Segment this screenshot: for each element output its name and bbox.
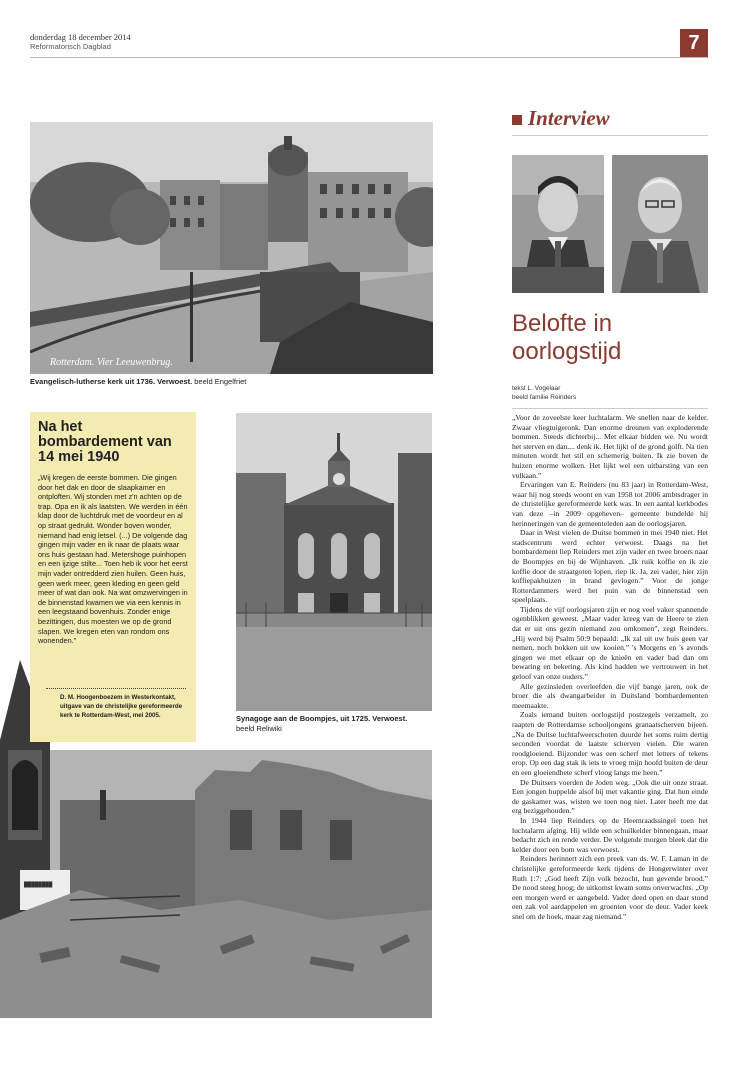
credit-text: tekst L. Vogelaar bbox=[512, 385, 561, 392]
caption-synagogue-title: Synagoge aan de Boompjes, uit 1725. Verwoest. bbox=[236, 714, 408, 723]
article-paragraph: Zoals iemand buiten oorlogstijd postzegels verzamelt, zo raapten de Rotterdamse schooljongens granaatscherven bijeen. „Na de Duitse luchtafweerschoten duurde het soms ruim dertig seconden voordat de laatste scherven vielen. Die waren roodgloeiend. Bijzonder was een scherf met letters of tekens erop. Op een dag stak ik iets te vroeg mijn hoofd buiten de deur en een gloeiendhete scherf vloog langs me heen.” bbox=[512, 710, 708, 777]
credit-photos: beeld familie Reinders bbox=[512, 394, 577, 401]
article-paragraph: De Duitsers voerden de Joden weg. „Ook die uit onze straat. Een jongen huppelde alsof hij met vakantie ging. Dat hun einde de gaskamer was, wisten we toen nog niet. Later heeft me dat erg beziggehouden.” bbox=[512, 777, 708, 816]
section-label-divider bbox=[512, 135, 708, 136]
svg-text:████████: ████████ bbox=[24, 882, 53, 888]
article-paragraph: Reinders herinnert zich een preek van ds. W. F. Laman in de christelijke gereformeerde kerk tijdens de Hongerwinter over Ruth 1:7: „God heeft Zijn volk bezocht, hun gevende brood.” De nood steeg hoog; de uitkomst kwam soms onverwachts. „Op een morgen werd er aangebeld. Vader deed open en daar stond een zak vol aardappelen en groenten voor de deur. Vader keek snel om de hoek, maar zag niemand.” bbox=[512, 854, 708, 921]
article-paragraph: Alle gezinsleden overleefden die vijf bange jaren, ook de broer die als dwangarbeider in Duitsland bombardementen meemaakte. bbox=[512, 681, 708, 710]
article-paragraph: Daar in West vielen de Duitse bommen in mei 1940 niet. Het stadscentrum werd echter verwoest. Daags na het bombardement liep Reinders met zijn vader en twee broers naar de Boompjes en bij de Wijnhaven. „Ik ruik koffie en ik zie koffie door de straatgoten lopen, riep ik. Ja, zei vader, hier zijn koffiepakhuizen in brand gevlogen.” Voor de jonge Rotterdammers werd het puin van de binnenstad een speelplaats. bbox=[512, 528, 708, 605]
header-divider bbox=[30, 57, 708, 58]
article-credits bbox=[512, 384, 576, 402]
article-paragraph: Ervaringen van E. Reinders (nu 83 jaar) in Rotterdam-West, waar hij nog steeds woont en van 1958 tot 2006 ambtsdrager in de christelijke gereformeerde kerk was. In een aantal kerkbodes van deze –in 2009 opgeheven– gemeente bundelde hij herinneringen van de gemeenteleden aan de oorlogsjaren. bbox=[512, 480, 708, 528]
page-number: 7 bbox=[680, 29, 708, 57]
caption-top-photo bbox=[30, 377, 450, 387]
article-paragraph: In 1944 liep Reinders op de Heemraadssingel toen het luchtalarm afging. Hij wilde een schuilkelder binnengaan, maar bedacht zich en rende verder. De volgende morgen bleek dat die kelder door een bom was verwoest. bbox=[512, 815, 708, 854]
sidebar-source: D. M. Hoogenboezem in Westerkontakt, uitgave van de christelijke gereformeerde kerk te Rotterdam-West, mei 2005. bbox=[60, 694, 183, 719]
credits-divider bbox=[512, 408, 708, 409]
caption-top-photo-title: Evangelisch-lutherse kerk uit 1736. Verwoest. bbox=[30, 377, 193, 386]
photo-overlay-text: Rotterdam. Vier Leeuwenbrug. bbox=[50, 357, 173, 368]
photo-old-portrait bbox=[612, 155, 708, 293]
header-date: donderdag 18 december 2014 bbox=[30, 32, 131, 42]
photo-bridge-church bbox=[30, 122, 433, 374]
sidebar-title: Na het bombardement van 14 mei 1940 bbox=[38, 419, 172, 465]
article-paragraph: „Voor de zoveelste keer luchtalarm. We snellen naar de kelder. Zwaar vliegtuigeronk. Dan enorme dreunen van exploderende bommen. Steeds dichterbij... Met elkaar bidden we. Nu wordt het sterven en dan.... denk ik. Het lijkt of de grond golft. Na tien minuten wordt het stil en schemerig buiten. Ik zie boven de huizen enorme wolken. Het lijkt wel een uitbarsting van een vulkaan.” bbox=[512, 413, 708, 480]
article-headline: Belofte in oorlogstijd bbox=[512, 310, 622, 365]
header-paper-name: Reformatorisch Dagblad bbox=[30, 42, 111, 51]
sidebar-quote: „Wij kregen de eerste bommen. Die gingen door het dak en door de slaapkamer en ontploften. Wij stonden met z'n achten op de trap. Opa en ik als laatsten. We werden in één klap door de luchtdruk met de voordeur en al op straat gedrukt. Wonder boven wonder, niemand had enig letsel. (...) De volgende dag gingen mijn vader en ik naar de plaats waar ons huis gestaan had. Metershoge puinhopen en een ijzige stilte... Toen heb ik voor het eerst mijn vader ontredderd zien huilen. Geen huis, geen werk meer, geen kleding en geen geld meer of wat dan ook. Na wat omzwervingen in de binnenstad kwamen we via een kennis in een leegstaand bovenhuis. Zonder enige bezittingen, dus moesten we op de grond slapen. We kregen eten van rondom ons wonenden.” bbox=[38, 473, 188, 646]
sidebar-divider bbox=[46, 688, 186, 689]
article-body bbox=[512, 413, 708, 921]
article-paragraph: Tijdens de vijf oorlogsjaren zijn er nog veel vaker spannende ogenblikken geweest. „Maar vader kreeg van de Heere te zien dat er uit ons gezin niemand zou omkomen”, zegt Reinders. „Hij werd bij Psalm 50:9 bepaald: „Ik zal uit uw huis geen var nemen, noch bokken uit uw kooien.” 's Morgens en 's avonds gingen we met elkaar op de knieën en vader bad dan om bewaring en bekering. Als kind hadden we vertrouwen in het geloof van onze ouders.” bbox=[512, 604, 708, 682]
interview-square-marker bbox=[512, 115, 522, 125]
caption-top-photo-credit: beeld Engelfriet bbox=[194, 377, 247, 386]
caption-synagogue-credit: beeld Reliwiki bbox=[236, 724, 282, 733]
photo-young-portrait bbox=[512, 155, 604, 293]
section-label: Interview bbox=[528, 106, 610, 130]
